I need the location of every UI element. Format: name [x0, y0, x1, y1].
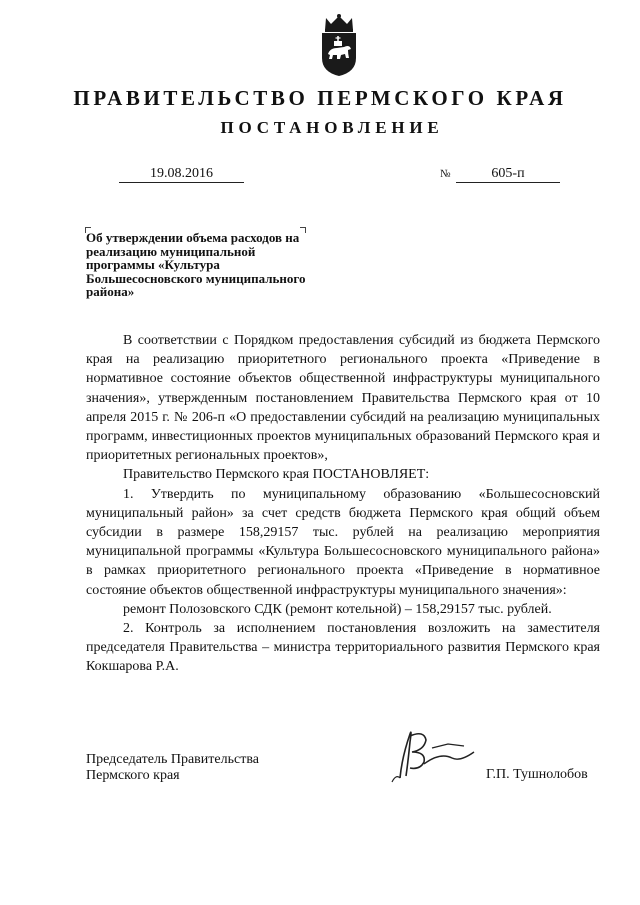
document-body	[86, 331, 600, 677]
body-paragraph: 1. Утвердить по муниципальному образованию «Большесосновский муниципальный район» за счет средств бюджета Пермского края общий объем субсидии в размере 158,29157 тыс. рублей на реализацию мероприятия муниципальной программы «Культура Большесосновского муниципального района» в рамках приоритетного регионального проекта «Приведение в нормативное состояние объектов общественной инфраструктуры муниципального значения»:	[86, 486, 600, 598]
body-paragraph: В соответствии с Порядком предоставления субсидий из бюджета Пермского края на реализацию приоритетного регионального проекта «Приведение в нормативное состояние объектов общественной инфраструктуры муниципального значения», утвержденным постановлением Правительства Пермского края от 10 апреля 2015 г. № 206-п «О предоставлении субсидий на реализацию муниципальных программ, инвестиционных проектов муниципальных образований Пермского края и приоритетных региональных проектов»,	[86, 333, 600, 464]
government-title: ПРАВИТЕЛЬСТВО ПЕРМСКОГО КРАЯ	[73, 86, 567, 110]
signer-position-line1: Председатель Правительства	[86, 752, 259, 767]
body-paragraph: Правительство Пермского края ПОСТАНОВЛЯЕТ:	[123, 467, 430, 483]
document-date: 19.08.2016	[119, 166, 244, 183]
body-paragraph: ремонт Полозовского СДК (ремонт котельной) – 158,29157 тыс. рублей.	[123, 601, 552, 617]
coat-of-arms-icon	[317, 14, 361, 78]
handwritten-signature	[380, 722, 490, 784]
number-prefix: №	[440, 168, 451, 180]
body-paragraph: 2. Контроль за исполнением постановления возложить на заместителя председателя Правительства – министра территориального развития Пермского края Кокшарова Р.А.	[86, 621, 600, 675]
signer-name: Г.П. Тушнолобов	[486, 767, 588, 782]
document-number: 605-п	[456, 166, 560, 183]
signer-position	[86, 752, 259, 784]
document-subject: Об утверждении объема расходов на реализацию муниципальной программы «Культура Большесосновского муниципального района»	[86, 230, 306, 299]
document-type: ПОСТАНОВЛЕНИЕ	[220, 118, 444, 137]
signer-position-line2: Пермского края	[86, 768, 180, 783]
